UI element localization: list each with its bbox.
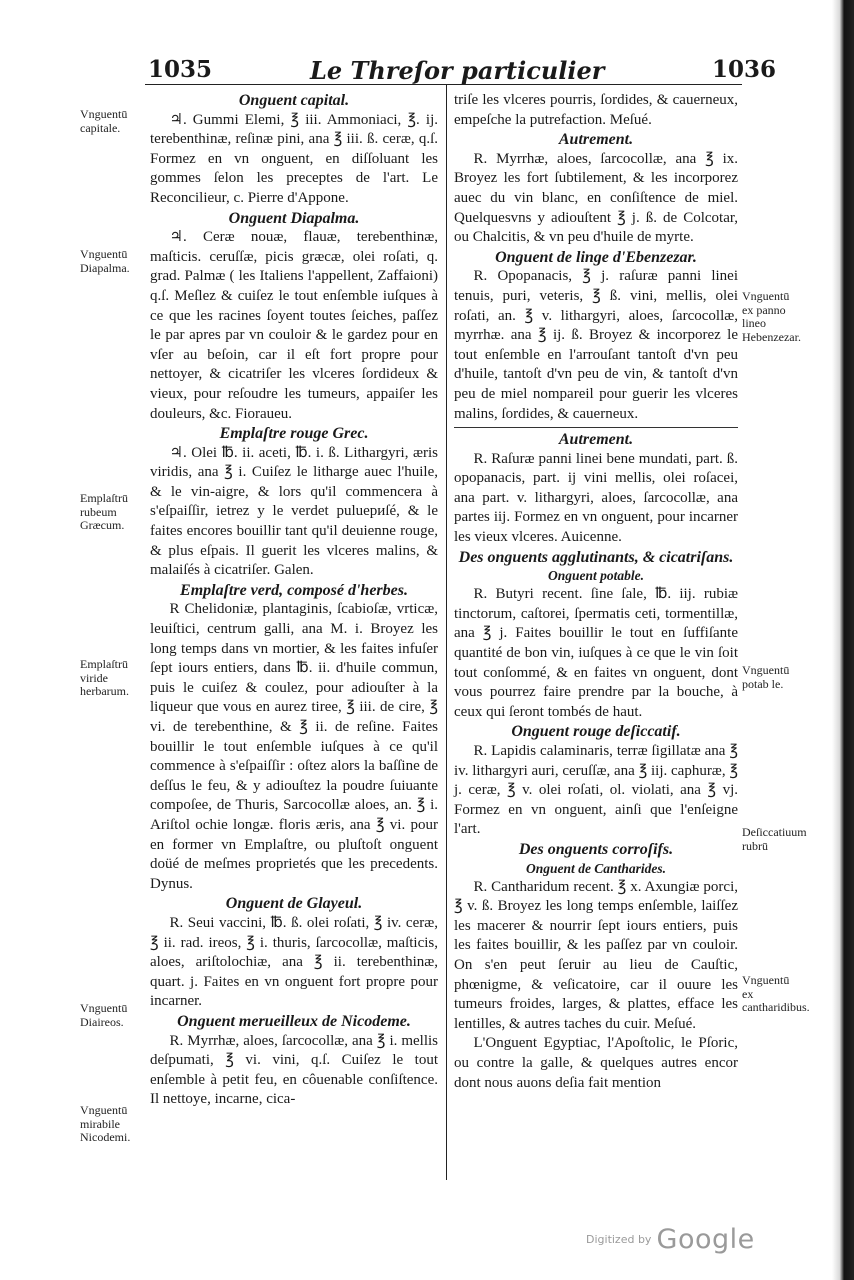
section-heading: Onguent rouge deſiccatif. bbox=[511, 723, 681, 741]
page-edge-shadow bbox=[832, 0, 854, 1280]
paragraph: L'Onguent Egyptiac, l'Apoſtolic, le Pſoric, ou contre la galle, & quelques autres encor dont nous auons deſia fait mention bbox=[454, 1035, 738, 1091]
section-heading: Onguent Diapalma. bbox=[228, 209, 360, 227]
digitized-by-google bbox=[586, 1224, 755, 1255]
margin-note: Vnguentū capitale. bbox=[80, 107, 128, 135]
section-heading: Emplaſtre rouge Grec. bbox=[219, 425, 369, 443]
google-logo: Google bbox=[656, 1224, 755, 1255]
paragraph: R. Butyri recent. ſine ſale, ℔. iij. rubiæ tinctorum, caſtorei, ſpermatis ceti, tormentillæ, ana ℥ j. Faites bouillir le tout en ſuffiſante quantité de bon vin, iuſques à ce que le vin ſoit tout conſommé, & en faites vn onguent, dont vous pourrez faire prendre par la bouche, à ceux qui ſeront tombés de haut. bbox=[454, 586, 738, 720]
margin-note: Deſiccatiuum rubrū bbox=[742, 825, 807, 853]
margin-note: Vnguentū mirabile Nicodemi. bbox=[80, 1103, 131, 1144]
sub-heading: Onguent potable. bbox=[547, 568, 644, 584]
margin-note: Vnguentū ex panno lineo Hebenzezar. bbox=[742, 289, 801, 344]
page-number-right: 1036 bbox=[712, 56, 777, 83]
left-column bbox=[150, 91, 438, 1110]
paragraph: R Chelidoniæ, plantaginis, ſcabioſæ, vrticæ, leuiſtici, centrum galli, ana M. i. Broyez les long temps dans vn mortier, & les faites infuſer ſept iours entiers, dans ℔. ii. d'huile commun, puis le cuiſez & coulez, pour adiouſter à la liqueur que vous en aurez tiree, ℥ iii. de cire, ℥ vi. de terebenthine, & ℥ ii. de reſine. Faites bouillir le tout enſemble iuſques à ce qu'il commence à s'eſpaiſſir : oſtez alors la baſſine de deſſus le feu, & y adiouſtez la poudre ſuiuante compoſee, de Thuris, Sarcocollæ aloes, an. ℥ i. Ariſtol ochie longæ. floris æris, ana ℥ vi. pour en former vn Emplaſtre, ou pluſtoſt onguent doüé de meſmes proprietés que les precedents. Dynus. bbox=[150, 601, 438, 892]
paragraph: ♃. Gummi Elemi, ℥ iii. Ammoniaci, ℥. ij. terebenthinæ, reſinæ pini, ana ℥ iii. ß. ceræ, q.ſ. Formez en vn onguent, en diſſoluant les gommes ſelon les preceptes de l'art. Le Reconcilieur, c. Pierre d'Appone. bbox=[150, 111, 438, 206]
margin-note: Vnguentū potab le. bbox=[742, 663, 790, 691]
right-column bbox=[454, 91, 738, 1093]
header-rule bbox=[145, 84, 742, 85]
paragraph: R. Opopanacis, ℥ j. raſuræ panni linei tenuis, puri, veteris, ℥ ß. vini, mellis, olei roſati, an. ℥ v. lithargyri, aloes, ſarcocollæ, myrrhæ. ana ℥ ij. ß. Broyez & incorporez le tout enſemble en l'arrouſant tantoſt d'vn peu d'huile, tantoſt d'vn peu de vin, & tantoſt d'vn peu de miel nompareil pour guerir les vlceres malins, ſordides, & cauerneux. bbox=[454, 268, 738, 422]
paragraph: R. Raſuræ panni linei bene mundati, part. ß. opopanacis, part. ij vini mellis, olei roſacei, ana part. v. lithargyri, aloes, ſarcocollæ, ana partes iij. Formez en vn onguent, pour incarner les vieux vlceres. Auicenne. bbox=[454, 450, 738, 546]
margin-note: Vnguentū Diaireos. bbox=[80, 1001, 128, 1029]
section-heading: Onguent capital. bbox=[238, 92, 350, 109]
paragraph: triſe les vlceres pourris, ſordides, & cauerneux, empeſche la putrefaction. Meſué. bbox=[454, 92, 738, 128]
section-heading: Onguent de Glayeul. bbox=[225, 895, 363, 913]
paragraph: R. Cantharidum recent. ℥ x. Axungiæ porci, ℥ v. ß. Broyez les long temps enſemble, laiſſez les macerer & nourrir ſept iours entiers, puis les faites bouillir, & les paſſez par vn couloir. On s'en peut ſeruir au lieu de Cauſtic, phœnigme, & veſicatoire, car il ouure les tumeurs froides, larges, & plattes, efface les lentilles, & autres taches du cuir. Meſué. bbox=[454, 878, 738, 1032]
section-rule bbox=[454, 427, 738, 428]
section-heading: Des onguents agglutinants, & cicatriſans. bbox=[458, 548, 734, 566]
paragraph: ♃. Ceræ nouæ, flauæ, terebenthinæ, maſticis. ceruſſæ, picis græcæ, olei roſati, q. grad. Palmæ ( les Italiens l'appellent, Zaffaioni) q.ſ. Meſlez & cuiſez le tout enſemble iuſques à ce que les racines ſoyent toutes ſeiches, paſſez le par apres par vn couloir & le gardez pour en vſer au beſoin, car il eſt fort propre pour nettoyer, & cicatriſer les vlceres ſordideux & vieux, pour reſoudre les tumeurs, appaiſer les douleurs, &c. Fioraueu. bbox=[150, 229, 438, 422]
running-title: Le Threſor particulier bbox=[310, 56, 605, 85]
section-heading: Des onguents corroſifs. bbox=[518, 840, 674, 858]
column-divider bbox=[446, 84, 447, 1180]
section-heading: Emplaſtre verd, composé d'herbes. bbox=[180, 581, 408, 599]
section-heading: Onguent de linge d'Ebenzezar. bbox=[495, 248, 697, 266]
sub-heading: Onguent de Cantharides. bbox=[526, 860, 666, 876]
margin-note: Emplaſtrū rubeum Græcum. bbox=[80, 491, 128, 532]
margin-note: Vnguentū Diapalma. bbox=[80, 247, 130, 275]
paragraph: R. Lapidis calaminaris, terræ ſigillatæ ana ℥ iv. lithargyri auri, ceruſſæ, ana ℥ iij. caphuræ, ℥ j. ceræ, ℥ v. olei roſati, ol. violati, ana ℥ vj. Formez en vn onguent, ainſi que l'enſeigne l'art. bbox=[454, 743, 738, 838]
paragraph: R. Myrrhæ, aloes, ſarcocollæ, ana ℥ i. mellis deſpumati, ℥ vi. vini, q.ſ. Cuiſez le tout enſemble à petit feu, en côuenable conſiſtence. Il nettoye, incarne, cica- bbox=[150, 1032, 438, 1108]
paragraph: ♃. Olei ℔. ii. aceti, ℔. i. ß. Lithargyri, æris viridis, ana ℥ i. Cuiſez le litharge auec l'huile, & le vin-aigre, & lors qu'il commencera à s'eſpaiſſir, ietrez y le verdet puluериſé, & le faites encores bouillir tant qu'il deuienne rouge, & plus eſpais. Il guerit les vlceres malins, & malaiſés à cicatriſer. Galen. bbox=[150, 444, 438, 579]
page-number-left: 1035 bbox=[148, 56, 213, 83]
paragraph: R. Seui vaccini, ℔. ß. olei roſati, ℥ iv. ceræ, ℥ ii. rad. ireos, ℥ i. thuris, ſarcocollæ, maſticis, aloes, ariſtolochiæ, ana ℥ ii. terebenthinæ, quart. j. Faites en vn onguent fort propre pour incarner. bbox=[150, 914, 438, 1010]
digitized-label: Digitized by bbox=[586, 1233, 652, 1246]
section-heading: Autrement. bbox=[558, 431, 634, 449]
margin-note: Vnguentū ex cantharidibus. bbox=[742, 973, 810, 1014]
section-heading: Autrement. bbox=[558, 131, 634, 149]
section-heading: Onguent merueilleux de Nicodeme. bbox=[177, 1012, 411, 1030]
paragraph: R. Myrrhæ, aloes, ſarcocollæ, ana ℥ ix. Broyez les fort ſubtilement, & les incorporez auec du vin blanc, en conſiſtence de miel. Quelquesvns y adiouſtent ℥ j. ß. de Colcotar, ou Chalcitis, & vn peu d'huile de myrte. bbox=[454, 150, 738, 246]
margin-note: Emplaſtrū viride herbarum. bbox=[80, 657, 129, 698]
